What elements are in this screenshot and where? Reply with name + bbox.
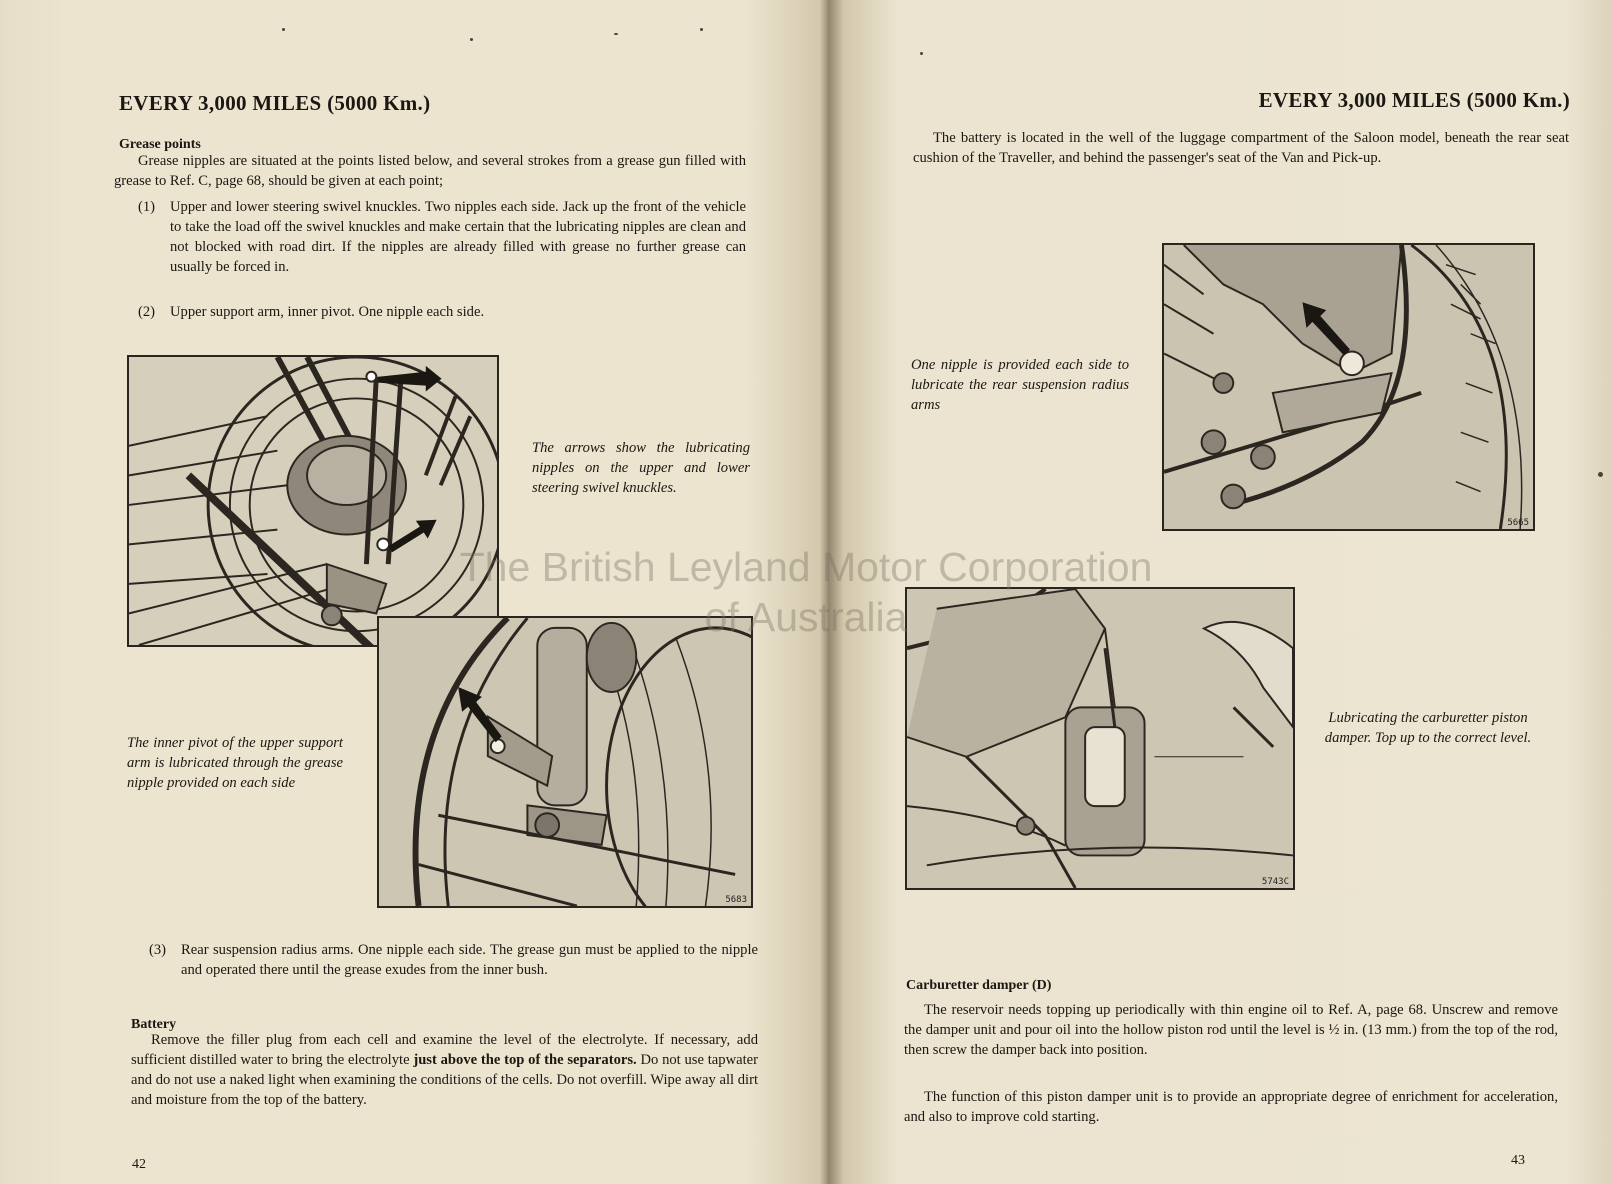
support-arm-drawing xyxy=(379,618,751,906)
battery-title: Battery xyxy=(131,1017,177,1032)
radius-arm-drawing xyxy=(1164,245,1533,529)
figure-carburetter-damper xyxy=(905,587,1295,890)
print-speck xyxy=(920,52,923,55)
figure-steering-knuckles xyxy=(127,355,499,647)
grease-item-3 xyxy=(149,940,758,980)
grease-item-1-number: (1) xyxy=(138,199,156,215)
grease-item-1 xyxy=(138,197,746,277)
print-speck xyxy=(1598,472,1603,477)
print-speck xyxy=(614,33,618,35)
grease-points-intro: Grease nipples are situated at the points listed below, and several strokes from a grease gun filled with grease to Ref. C, page 68, should be given at each point; xyxy=(114,153,746,189)
print-speck xyxy=(282,28,285,31)
grease-item-2-number: (2) xyxy=(138,304,156,320)
carburetter-damper-title: Carburetter damper (D) xyxy=(906,978,1052,993)
figure-4-caption: Lubricating the carburetter piston damper. Top up to the correct level. xyxy=(1324,710,1532,746)
figure-3-code: 5665 xyxy=(1507,518,1529,528)
battery-text-before: Remove the filler plug from each cell and examine the level of the electrolyte. If necessary, add sufficient distilled water to bring the electrolyte xyxy=(131,1032,758,1068)
right-page xyxy=(828,0,1612,1184)
battery-bold-text: just above the top of the separators. xyxy=(413,1052,637,1068)
battery-paragraph xyxy=(131,1030,758,1110)
carburetter-damper-para-2: The function of this piston damper unit is to provide an appropriate degree of enrichment for acceleration, and also to improve cold starting. xyxy=(904,1089,1558,1125)
battery-text-after: Do not use tapwater and do not use a naked light when examining the conditions of the cells. Do not overfill. Wipe away all dirt and moisture from the top of the battery. xyxy=(131,1052,758,1108)
right-page-heading: EVERY 3,000 MILES (5000 Km.) xyxy=(1258,88,1570,112)
grease-item-1-text: Upper and lower steering swivel knuckles. Two nipples each side. Jack up the front of the vehicle to take the load off the swivel knuckles and make certain that the lubricating nipples are clean and not blocked with road dirt. If the nipples are already filled with grease no further grease can usually be forced in. xyxy=(170,199,746,275)
print-speck xyxy=(470,38,473,41)
grease-item-3-number: (3) xyxy=(149,942,167,958)
grease-item-2 xyxy=(138,302,746,322)
grease-item-3-text: Rear suspension radius arms. One nipple each side. The grease gun must be applied to the nipple and operated there until the grease exudes from the inner bush. xyxy=(181,942,758,978)
steering-knuckle-drawing xyxy=(129,357,497,645)
figure-1-caption: The arrows show the lubricating nipples on the upper and lower steering swivel knuckles. xyxy=(532,440,750,496)
left-page-heading: EVERY 3,000 MILES (5000 Km.) xyxy=(119,91,431,115)
watermark-line-2: of Australia xyxy=(704,594,908,640)
figure-upper-support-arm xyxy=(377,616,753,908)
figure-2-code: 5683 xyxy=(725,895,747,905)
grease-item-2-text: Upper support arm, inner pivot. One nipple each side. xyxy=(170,304,485,320)
right-page-number: 43 xyxy=(1511,1153,1525,1168)
carburetter-damper-para-1: The reservoir needs topping up periodically with thin engine oil to Ref. A, page 68. Unscrew and remove the damper unit and pour oil into the hollow piston rod until the level is ½ in. (13 mm.) from the top of the rod, then screw the damper back into position. xyxy=(904,1002,1558,1058)
grease-points-title: Grease points xyxy=(119,137,201,152)
figure-4-code: 5743C xyxy=(1261,877,1289,887)
battery-location-text: The battery is located in the well of the luggage compartment of the Saloon model, beneath the rear seat cushion of the Traveller, and behind the passenger's seat of the Van and Pick-up. xyxy=(913,130,1569,166)
figure-2-caption: The inner pivot of the upper support arm is lubricated through the grease nipple provided on each side xyxy=(127,735,343,791)
figure-3-caption: One nipple is provided each side to lubricate the rear suspension radius arms xyxy=(911,357,1129,413)
carburetter-drawing xyxy=(907,589,1293,888)
print-speck xyxy=(700,28,703,31)
left-page-number: 42 xyxy=(132,1157,146,1172)
figure-rear-radius-arms xyxy=(1162,243,1535,531)
watermark-line-1: The British Leyland Motor Corporation xyxy=(459,544,1153,590)
